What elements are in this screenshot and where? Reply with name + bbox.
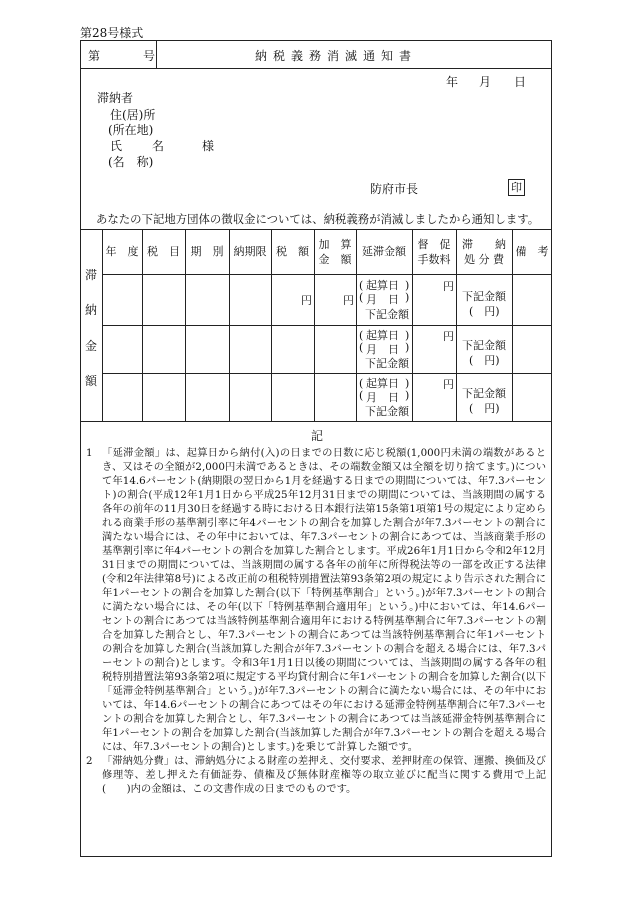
- header-tax-amount: 税 額: [276, 245, 309, 258]
- document-title: 納税義務消滅通知書: [255, 49, 418, 63]
- note-item: [84, 754, 546, 796]
- header-tax-item: 税 目: [147, 245, 180, 258]
- header-disposal-cost-line1: 滞 納: [462, 238, 506, 251]
- header-divider: [80, 68, 552, 69]
- seal-mark: 印: [508, 179, 525, 196]
- yen-unit-demand: 円: [443, 280, 454, 293]
- month-day-label: 月 日: [366, 343, 399, 356]
- honorific: 様: [202, 139, 215, 153]
- side-label-char: 金: [84, 339, 97, 353]
- bracket-open: (: [359, 279, 364, 292]
- header-surcharge-line2: 金 額: [318, 253, 352, 266]
- disposal-below-amount: 下記金額: [462, 387, 506, 400]
- month-day-label: 月 日: [366, 391, 399, 404]
- number-cell-divider: [156, 40, 157, 68]
- location-label: (所在地): [108, 123, 154, 137]
- header-fiscal-year: 年 度: [105, 245, 139, 258]
- header-demand-fee-line2: 手数料: [417, 253, 451, 266]
- bracket-close: ): [405, 291, 410, 304]
- note-number: 2: [86, 755, 93, 767]
- yen-unit-demand: 円: [443, 378, 454, 391]
- start-date-label: 起算日: [366, 329, 399, 342]
- bracket-open: (: [359, 389, 364, 402]
- delinquent-label: 滞納者: [97, 91, 134, 105]
- table-bottom-border: [80, 421, 552, 422]
- header-period: 期 別: [190, 245, 224, 258]
- bracket-open: (: [359, 291, 364, 304]
- entity-name-label: (名 称): [108, 155, 154, 169]
- bracket-close: ): [405, 377, 410, 390]
- header-surcharge-line1: 加 算: [318, 238, 352, 251]
- address-label: 住(居)所: [110, 108, 156, 122]
- table-top-border: [80, 229, 552, 230]
- notes-title: 記: [311, 429, 324, 443]
- date-year: 年: [446, 75, 459, 89]
- side-label-char: 納: [84, 303, 97, 317]
- side-label-char: 額: [84, 374, 97, 388]
- bracket-open: (: [359, 377, 364, 390]
- disposal-yen-paren: ( 円): [469, 354, 500, 367]
- table-row-border: [102, 373, 552, 374]
- bracket-open: (: [359, 329, 364, 342]
- form-number: 第28号様式: [80, 26, 144, 40]
- below-amount-label: 下記金額: [365, 308, 409, 321]
- start-date-label: 起算日: [366, 377, 399, 390]
- bracket-close: ): [405, 389, 410, 402]
- yen-unit-surcharge: 円: [343, 294, 354, 307]
- disposal-yen-paren: ( 円): [469, 305, 500, 318]
- name-label-first: 氏: [110, 139, 123, 153]
- issuer-title: 防府市長: [370, 182, 419, 196]
- date-month: 月: [479, 75, 492, 89]
- header-due-date: 納期限: [233, 245, 267, 258]
- name-label-second: 名: [152, 139, 165, 153]
- intro-text: あなたの下記地方団体の徴収金については、納税義務が消滅しましたから通知します。: [96, 212, 540, 226]
- note-number: 1: [86, 447, 93, 459]
- below-amount-label: 下記金額: [365, 357, 409, 370]
- disposal-below-amount: 下記金額: [462, 290, 506, 303]
- table-row-border: [102, 325, 552, 326]
- note-text: 「滞納処分費」は、滞納処分による財産の差押え、交付要求、差押財産の保管、運搬、換価及び修理等、差し押えた有価証券、債権及び無体財産権等の取立並びに配当に関する費用で上記( )内の金額は、この文書作成の日までのものです。: [102, 755, 546, 795]
- number-label-suffix: 号: [143, 49, 156, 63]
- header-disposal-cost-line2: 処 分 費: [464, 253, 504, 266]
- notes-section: [84, 446, 546, 796]
- bracket-close: ): [405, 329, 410, 342]
- note-text: 「延滞金額」は、起算日から納付(入)の日までの日数に応じ税額(1,000円未満の端数があるとき、又はその全額が2,000円未満であるときは、その端数金額又は全額を切り捨てます。)について年14.6パーセント(納期限の翌日から1月を経過する日までの期間については、年7.3パーセント)の割合(平成12年1月1日から平成25年12月31日までの期間については、当該期間の属する各年の前年の11月30日を経過する時における日本銀行法第15条第1項第1号の規定により定められる商業手形の基準割引率に年4パーセントの割合を加算した割合が年7.3パーセントの割合に満たない場合には、その年中においては、年7.3パーセントの割合にあつては、当該商業手形の基準割引率に年4パーセントの割合を加算した割合とします。平成26年1月1日から令和2年12月31日までの期間については、当該期間の属する各年の前年に所得税法等の一部を改正する法律(令和2年法律第8号)による改正前の租税特別措置法第93条第2項の規定により告示された割合に年1パーセントの割合を加算した割合(以下「特例基準割合」という。)が年7.3パーセントの割合に満たない場合には、その年(以下「特例基準割合適用年」という。)中においては、年14.6パーセントの割合にあつては当該特例基準割合適用年における特例基準割合に年7.3パーセントの割合を加算した割合とし、年7.3パーセントの割合にあつては当該特例基準割合に年1パーセントの割合を加算した割合(当該加算した割合が年7.3パーセントの割合を超える場合には、年7.3パーセントの割合)とします。令和3年1月1日以後の期間については、当該期間の属する各年の租税特別措置法第93条第2項に規定する平均貸付割合に年1パーセントの割合を加算した割合(以下「延滞金特例基準割合」という。)が年7.3パーセントの割合に満たない場合には、その年中においては、年14.6パーセントの割合にあつてはその年における延滞金特例基準割合に年7.3パーセントの割合を加算した割合とし、年7.3パーセントの割合にあつては当該延滞金特例基準割合に年1パーセントの割合を加算した割合(当該加算した割合が年7.3パーセントの割合を超える場合には、年7.3パーセントの割合)とします。)を乗じて計算した額です。: [102, 447, 546, 753]
- yen-unit-tax: 円: [301, 294, 312, 307]
- table-header-border: [102, 274, 552, 275]
- disposal-yen-paren: ( 円): [469, 402, 500, 415]
- yen-unit-demand: 円: [443, 330, 454, 343]
- date-day: 日: [514, 75, 527, 89]
- below-amount-label: 下記金額: [365, 405, 409, 418]
- bracket-close: ): [405, 279, 410, 292]
- header-demand-fee-line1: 督 促: [417, 238, 451, 251]
- side-label-char: 滞: [84, 268, 97, 282]
- header-remarks: 備 考: [515, 245, 549, 258]
- bracket-close: ): [405, 341, 410, 354]
- header-late-fee: 延滞金額: [362, 245, 406, 258]
- note-item: [84, 446, 546, 754]
- start-date-label: 起算日: [366, 279, 399, 292]
- bracket-open: (: [359, 341, 364, 354]
- number-label-prefix: 第: [88, 49, 101, 63]
- month-day-label: 月 日: [366, 293, 399, 306]
- disposal-below-amount: 下記金額: [462, 339, 506, 352]
